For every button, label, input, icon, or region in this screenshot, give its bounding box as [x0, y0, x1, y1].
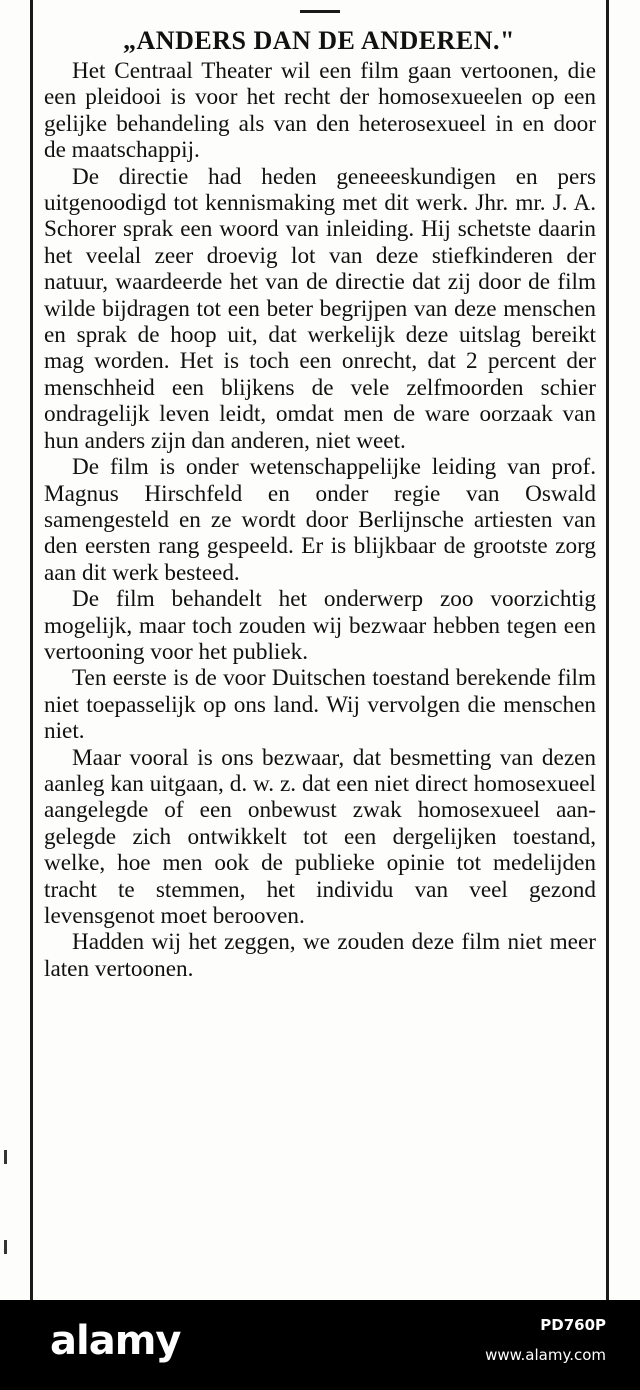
column-rule-left	[30, 0, 33, 1300]
edge-mark	[4, 1240, 7, 1254]
article-paragraph: Ten eerste is de voor Duitschen toestand berekende film niet toepasselijk op ons land. Wij vervolgen die menschen niet.	[44, 665, 596, 745]
article-paragraph: Hadden wij het zeggen, we zouden deze film niet meer laten vertoonen.	[44, 929, 596, 982]
article-paragraph: De directie had heden geneeeskundigen en pers uitgenoodigd tot kennismaking met dit werk. Jhr. mr. J. A. Schorer sprak een woord van inleiding. Hij schetste daarin het veelal zeer droevig lot van deze stiefkinderen der natuur, waardeerde het van de directie dat zij door de film wilde bijdragen tot een beter begrijpen van deze menschen en sprak de hoop uit, dat werkelijk deze uitslag bereikt mag worden. Het is toch een onrecht, dat 2 percent der menschheid een blijkens de vele zelfmoorden schier ondragelijk leven leidt, omdat men de ware oorzaak van hun anders zijn dan anderen, niet weet.	[44, 163, 596, 454]
header-dash	[300, 10, 340, 13]
column-rule-right	[606, 0, 609, 1300]
article-paragraph: De film behandelt het onderwerp zoo voorzichtig mogelijk, maar toch zouden wij bezwaar hebben tegen een vertooning voor het publiek.	[44, 586, 596, 665]
article-paragraph: Maar vooral is ons bezwaar, dat besmetting van dezen aanleg kan uitgaan, d. w. z. dat een niet direct homosexueel aangelegde of een onbewust zwak homosexueel aangelegde zich ontwikkelt tot een dergelijken toestand, welke, hoe men ook de publieke opinie tot medelijden tracht te stemmen, het individu van veel gezond levensgenot moet berooven.	[44, 744, 596, 929]
article-body	[44, 58, 596, 982]
alamy-logo[interactable]: alamy	[50, 1318, 181, 1364]
edge-mark	[4, 1150, 7, 1164]
site-url[interactable]: www.alamy.com	[485, 1346, 606, 1364]
article-paragraph: De film is onder wetenschappelijke leiding van prof. Magnus Hirschfeld en onder regie van Oswald samengesteld en ze wordt door Berlijnsche artiesten van den eersten rang gespeeld. Er is blijkbaar de grootste zorg aan dit werk besteed.	[44, 454, 596, 586]
image-id: PD760P	[540, 1316, 606, 1334]
article-headline: „ANDERS DAN DE ANDEREN."	[123, 26, 515, 55]
article-paragraph: Het Centraal Theater wil een film gaan vertoonen, die een pleidooi is voor het recht der homosexueelen op een gelijke behandeling als van den heterosexueel in en door de maatschappij.	[44, 58, 596, 164]
stock-watermark-bar	[0, 1300, 640, 1390]
